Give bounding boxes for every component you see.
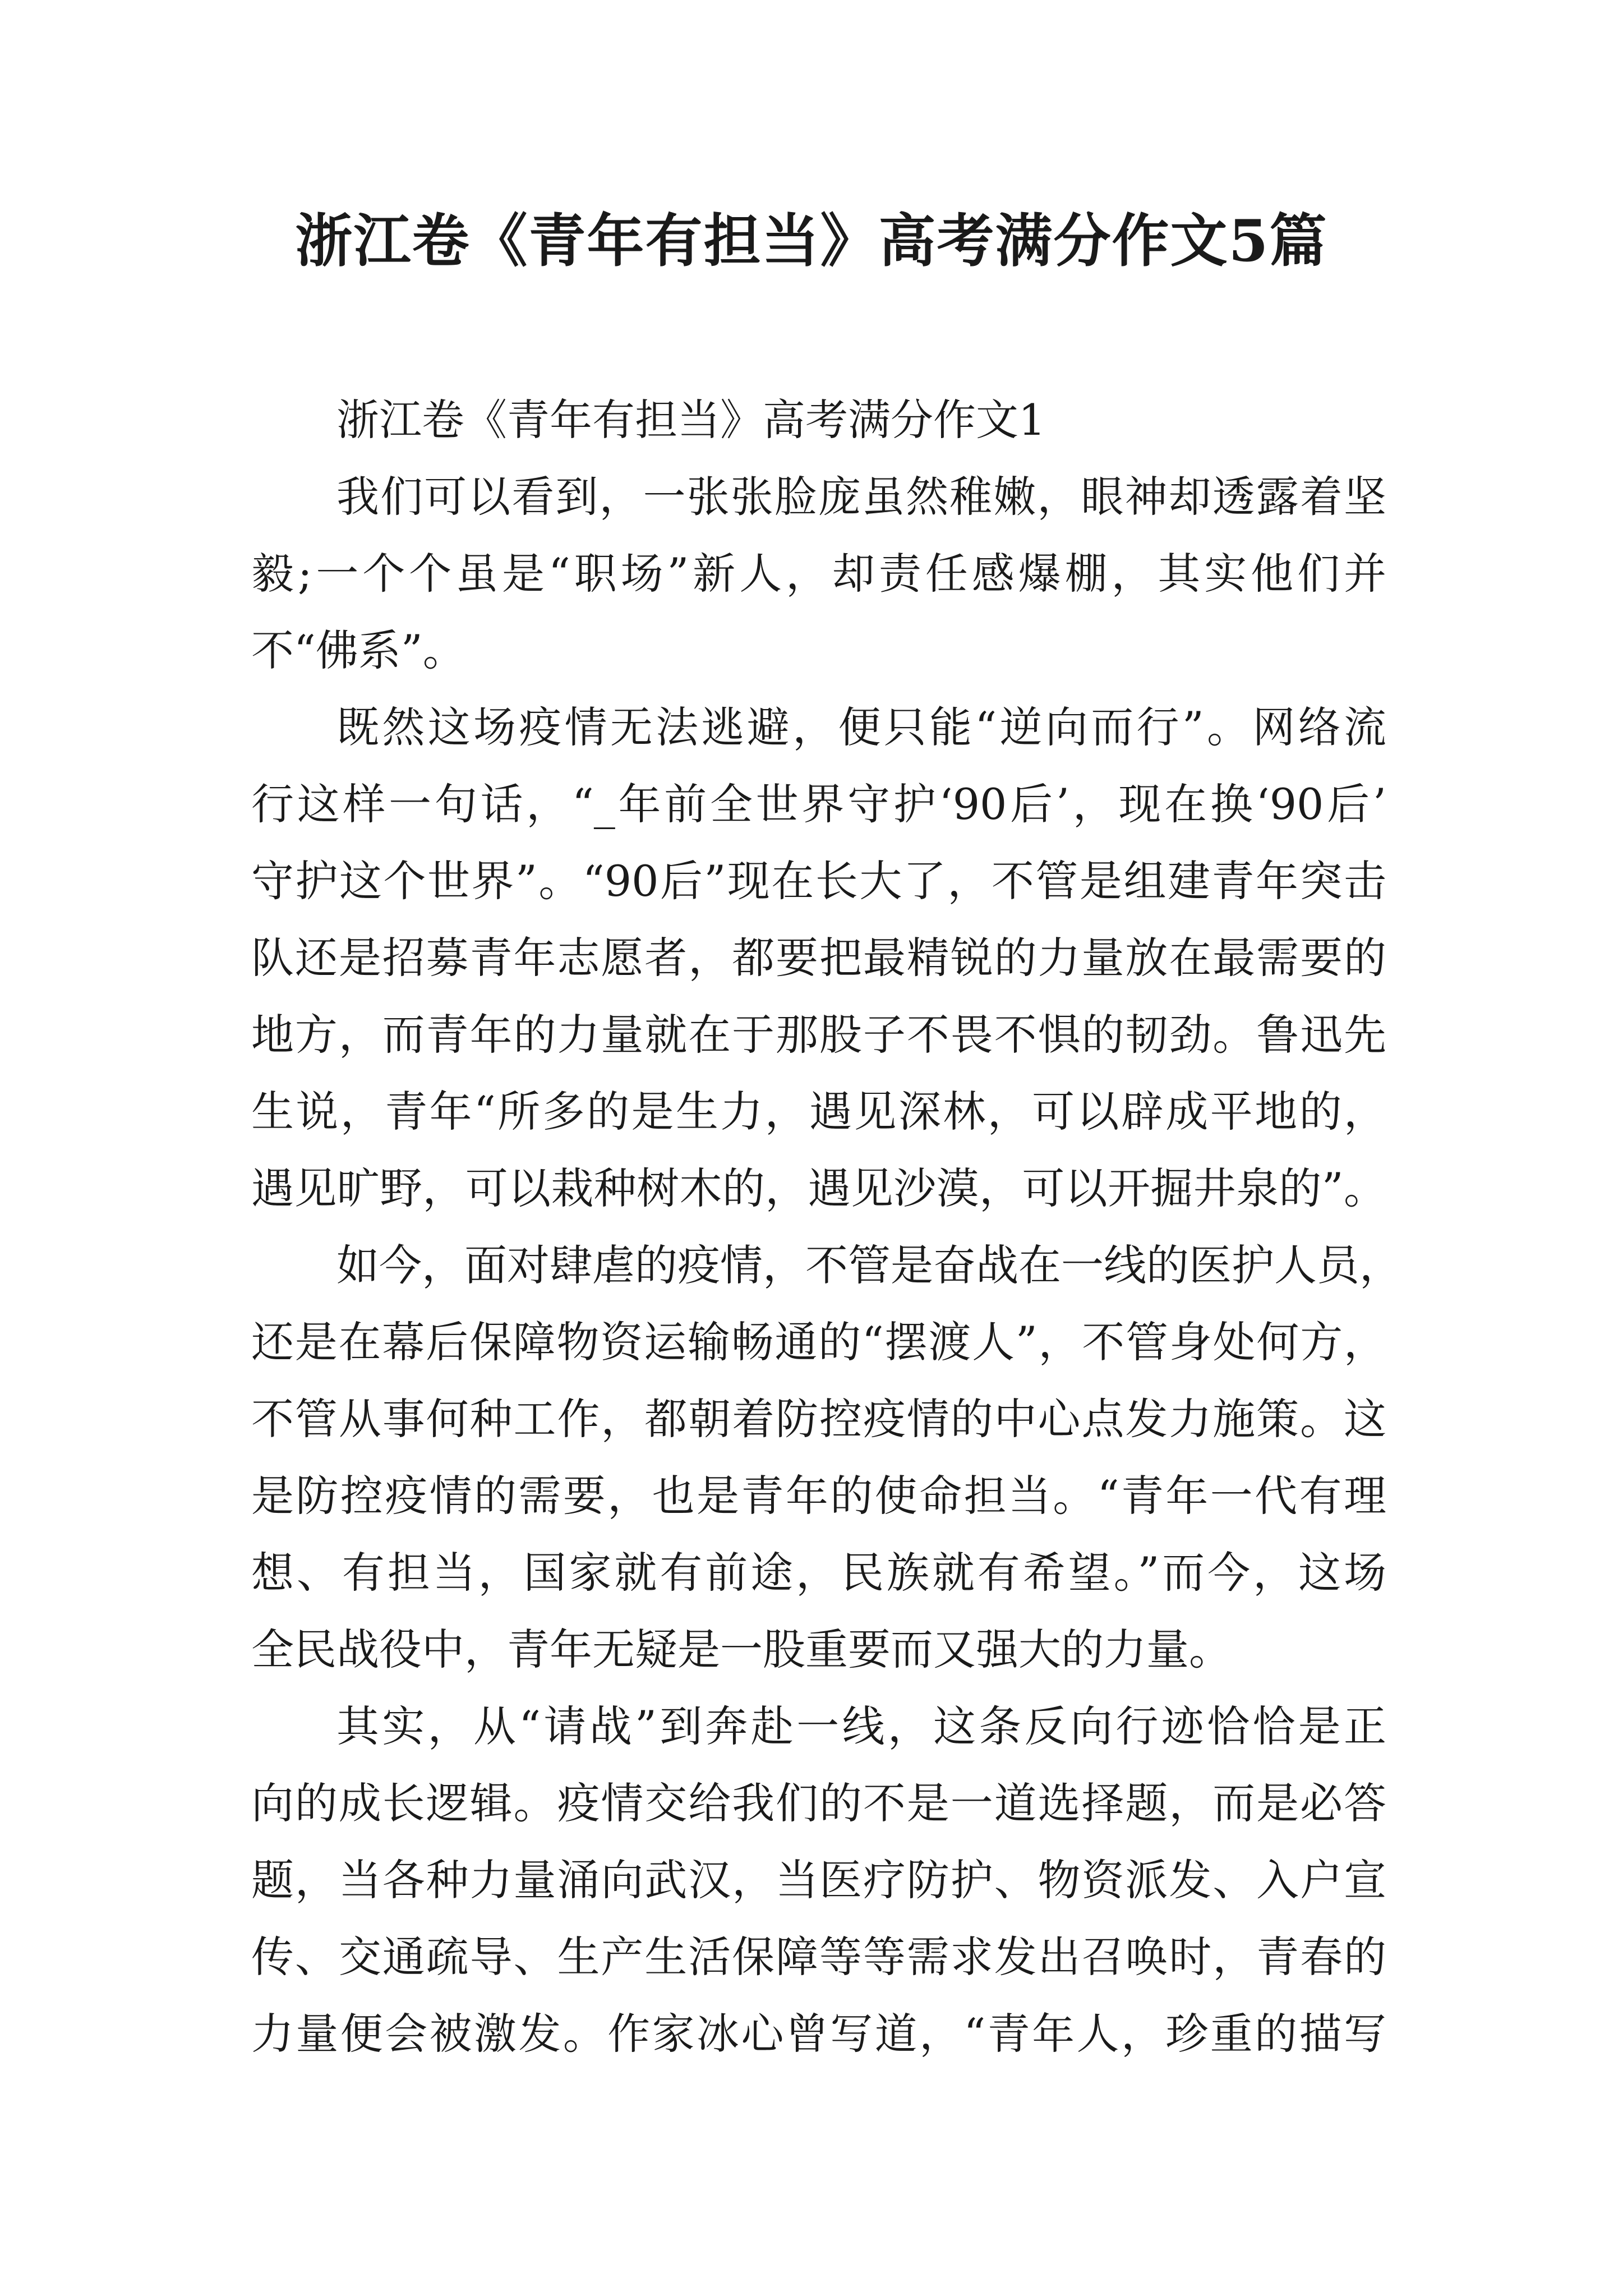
text-line: 我们可以看到，一张张脸庞虽然稚嫩，眼神却透露着坚 — [336, 472, 1386, 522]
text-line: 是防控疫情的需要，也是青年的使命担当。“青年一代有理 — [251, 1471, 1386, 1521]
document-body — [251, 381, 1402, 2072]
text-line: 想、有担当，国家就有前途，民族就有希望。”而今，这场 — [251, 1548, 1386, 1598]
text-line: 队还是招募青年志愿者，都要把最精锐的力量放在最需要的 — [251, 933, 1386, 983]
text-line: 题，当各种力量涌向武汉，当医疗防护、物资派发、入户宣 — [251, 1855, 1386, 1905]
text-line: 全民战役中，青年无疑是一股重要而又强大的力量。 — [251, 1625, 1232, 1674]
text-line: 向的成长逻辑。疫情交给我们的不是一道选择题，而是必答 — [251, 1778, 1386, 1828]
text-line: 遇见旷野，可以栽种树木的，遇见沙漠，可以开掘井泉的”。 — [251, 1163, 1386, 1213]
text-line: 生说，青年“所多的是生力，遇见深林，可以辟成平地的， — [251, 1087, 1386, 1137]
document-title: 浙江卷《青年有担当》高考满分作文5篇 — [295, 208, 1328, 275]
text-line: 力量便会被激发。作家冰心曾写道，“青年人，珍重的描写 — [251, 2009, 1386, 2059]
text-line: 毅;一个个虽是“职场”新人，却责任感爆棚，其实他们并 — [251, 549, 1386, 599]
text-line: 浙江卷《青年有担当》高考满分作文1 — [336, 395, 1046, 445]
text-line: 守护这个世界”。“90后”现在长大了，不管是组建青年突击 — [251, 856, 1386, 906]
text-line: 不“佛系”。 — [251, 625, 465, 675]
text-line: 其实，从“请战”到奔赴一线，这条反向行迹恰恰是正 — [336, 1701, 1386, 1751]
text-line: 如今，面对肆虐的疫情，不管是奋战在一线的医护人员， — [336, 1240, 1402, 1290]
text-line: 行这样一句话，“_年前全世界守护‘90后’，现在换‘90后’ — [251, 779, 1386, 829]
text-line: 还是在幕后保障物资运输畅通的“摆渡人”，不管身处何方， — [251, 1317, 1386, 1367]
text-line: 传、交通疏导、生产生活保障等等需求发出召唤时，青春的 — [251, 1932, 1386, 1982]
text-line: 地方，而青年的力量就在于那股子不畏不惧的韧劲。鲁迅先 — [251, 1010, 1386, 1060]
text-line: 既然这场疫情无法逃避，便只能“逆向而行”。网络流 — [336, 702, 1386, 752]
text-line: 不管从事何种工作，都朝着防控疫情的中心点发力施策。这 — [251, 1394, 1386, 1444]
